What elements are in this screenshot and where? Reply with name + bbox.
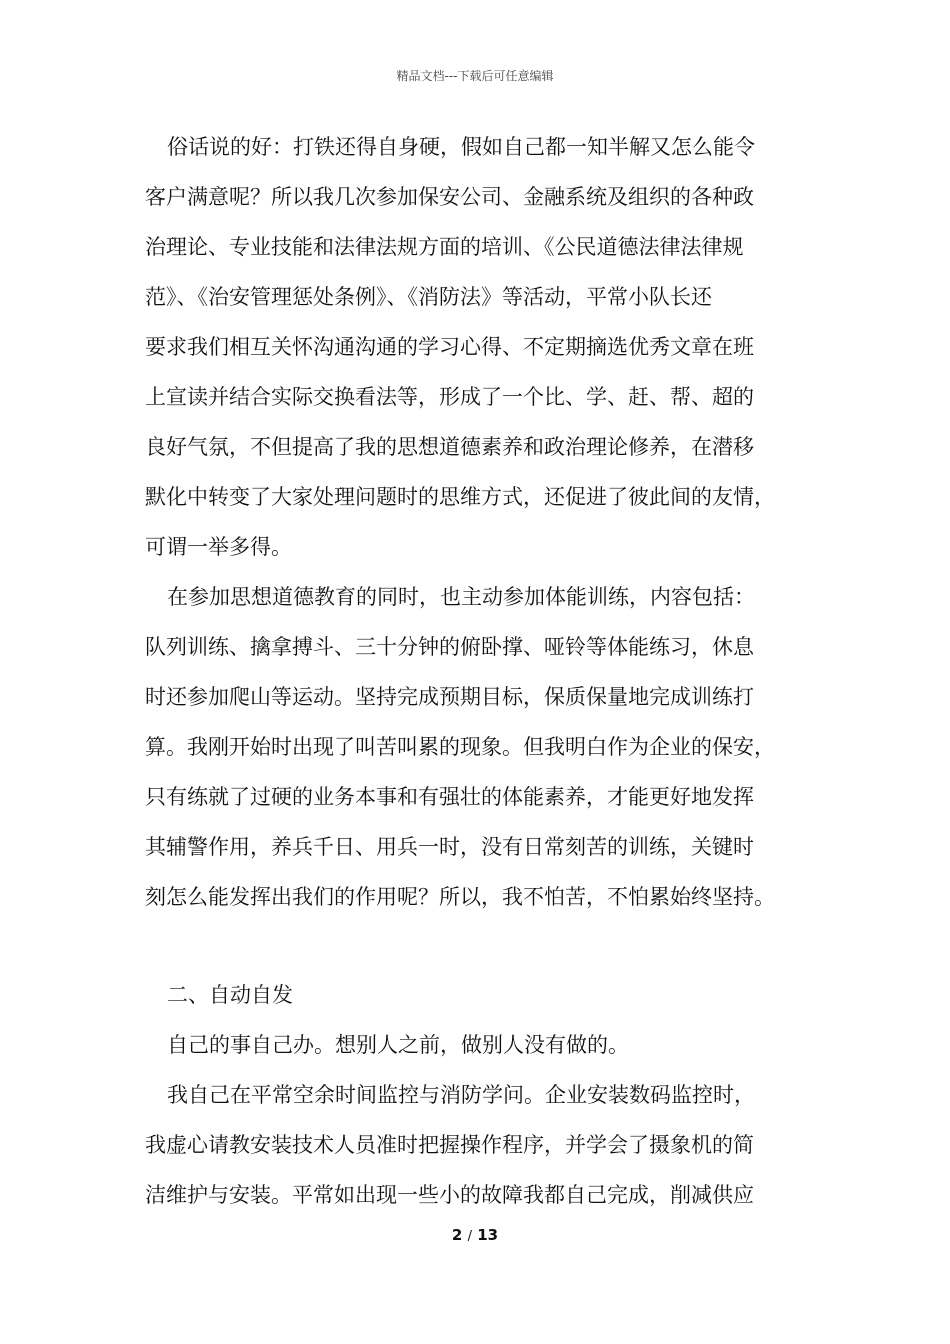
paragraph-line: 可谓一举多得。	[145, 535, 292, 559]
paragraph-line: 治理论、专业技能和法律法规方面的培训、《公民道德法律法律规	[145, 235, 744, 259]
paragraph-line: 在参加思想道德教育的同时，也主动参加体能训练，内容包括：	[167, 585, 755, 609]
paragraph-line: 要求我们相互关怀沟通沟通的学习心得、不定期摘选优秀文章在班	[145, 335, 754, 359]
page-current: 2	[451, 1226, 463, 1244]
paragraph-line: 良好气氛，不但提高了我的思想道德素养和政治理论修养，在潜移	[145, 435, 754, 459]
page-total: 13	[477, 1226, 499, 1244]
document-body	[145, 0, 825, 1344]
paragraph-line: 时还参加爬山等运动。坚持完成预期目标，保质保量地完成训练打	[145, 685, 754, 709]
page-separator: /	[467, 1229, 472, 1244]
section-heading: 二、自动自发	[167, 983, 293, 1007]
paragraph-line: 俗话说的好：打铁还得自身硬，假如自己都一知半解又怎么能令	[167, 135, 755, 159]
paragraph-line: 默化中转变了大家处理问题时的思维方式，还促进了彼此间的友情，	[145, 485, 775, 509]
paragraph-line: 洁维护与安装。平常如出现一些小的故障我都自己完成，削减供应	[145, 1183, 754, 1207]
paragraph-line: 范》、《治安管理惩处条例》、《消防法》等活动，平常小队长还	[145, 285, 712, 309]
paragraph-line: 队列训练、擒拿搏斗、三十分钟的俯卧撑、哑铃等体能练习，休息	[145, 635, 754, 659]
paragraph-line: 其辅警作用，养兵千日、用兵一时，没有日常刻苦的训练，关键时	[145, 835, 754, 859]
page-header: 精品文档---下载后可任意编辑	[396, 69, 554, 83]
paragraph-line: 上宣读并结合实际交换看法等，形成了一个比、学、赶、帮、超的	[145, 385, 754, 409]
page-number	[0, 1226, 950, 1244]
paragraph-line: 我自己在平常空余时间监控与消防学问。企业安装数码监控时，	[167, 1083, 755, 1107]
paragraph-line: 客户满意呢？所以我几次参加保安公司、金融系统及组织的各种政	[145, 185, 754, 209]
paragraph-line: 自己的事自己办。想别人之前，做别人没有做的。	[167, 1033, 629, 1057]
paragraph-line: 算。我刚开始时出现了叫苦叫累的现象。但我明白作为企业的保安，	[145, 735, 775, 759]
paragraph-line: 我虚心请教安装技术人员准时把握操作程序，并学会了摄象机的简	[145, 1133, 754, 1157]
paragraph-line: 刻怎么能发挥出我们的作用呢？所以，我不怕苦，不怕累始终坚持。	[145, 885, 775, 909]
paragraph-line: 只有练就了过硬的业务本事和有强壮的体能素养，才能更好地发挥	[145, 785, 754, 809]
